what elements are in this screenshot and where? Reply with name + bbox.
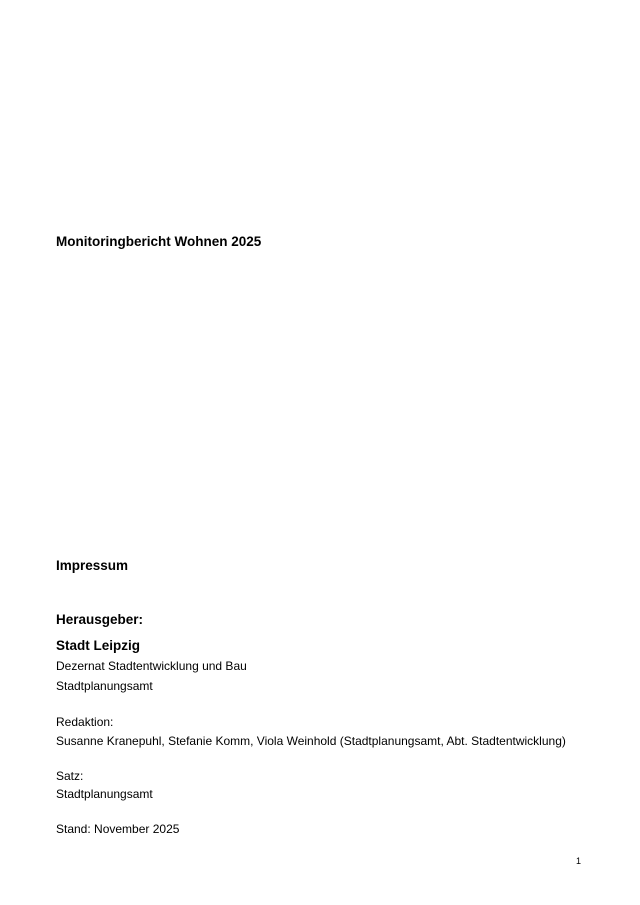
redaktion-label: Redaktion: (56, 715, 114, 729)
redaktion-value: Susanne Kranepuhl, Stefanie Komm, Viola Weinhold (Stadtplanungsamt, Abt. Stadtentwicklung) (56, 734, 566, 748)
impressum-heading: Impressum (56, 558, 129, 573)
document-title: Monitoringbericht Wohnen 2025 (56, 234, 262, 249)
page-number: 1 (575, 856, 581, 866)
herausgeber-label: Herausgeber: (56, 612, 144, 627)
stand-line: Stand: November 2025 (56, 822, 180, 836)
satz-value: Stadtplanungsamt (56, 787, 153, 801)
office-line: Stadtplanungsamt (56, 679, 153, 693)
publisher-name: Stadt Leipzig (56, 638, 140, 653)
satz-label: Satz: (56, 769, 84, 783)
department-line: Dezernat Stadtentwicklung und Bau (56, 659, 247, 673)
